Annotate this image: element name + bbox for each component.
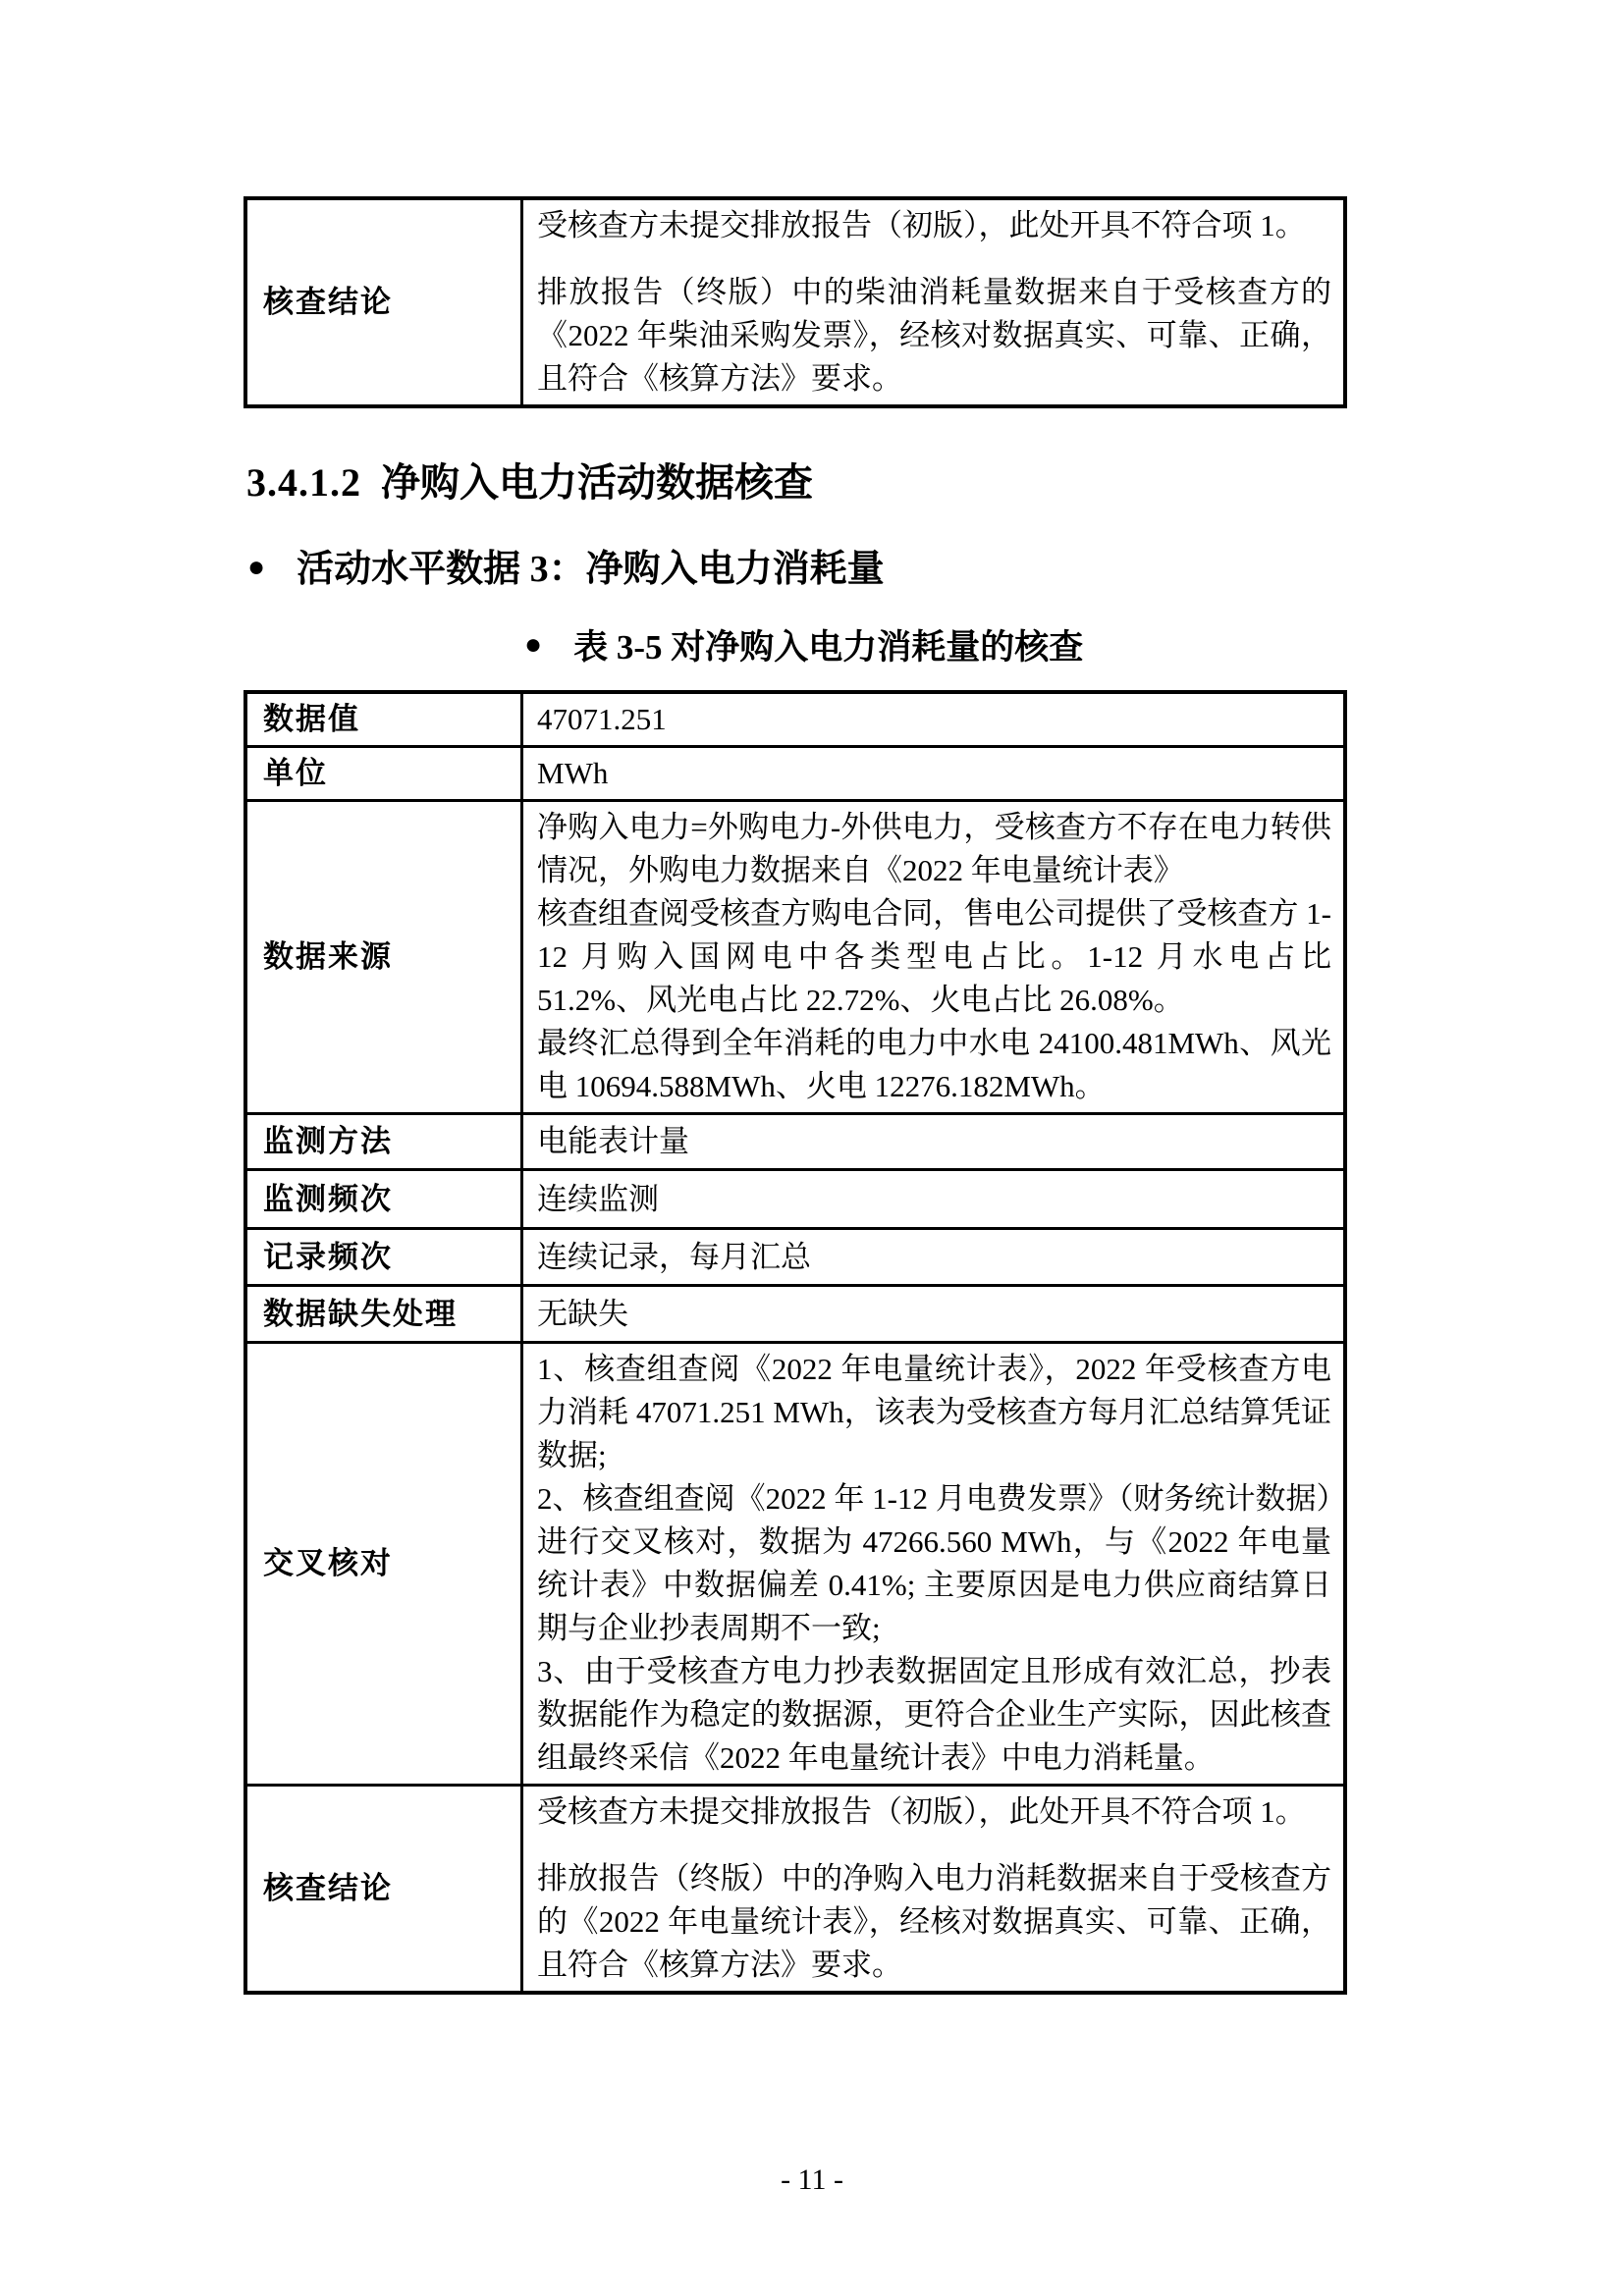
row-content: [522, 1114, 1346, 1170]
row-label-verification-conclusion: 核查结论: [245, 1786, 522, 1994]
table-row: [245, 1786, 1345, 1994]
table-row: [245, 801, 1345, 1114]
activity-data-label: 活动水平数据 3：净购入电力消耗量: [297, 549, 885, 590]
paragraph: 电能表计量: [537, 1124, 689, 1158]
table-row: [245, 1343, 1345, 1786]
row-content: [522, 1343, 1346, 1786]
table-row: [245, 1229, 1345, 1286]
table-row: [245, 1170, 1345, 1229]
row-content: [522, 692, 1346, 747]
table-caption: [524, 620, 1083, 669]
row-label-cross-check: 交叉核对: [245, 1343, 522, 1786]
paragraph: 连续记录，每月汇总: [537, 1239, 811, 1274]
paragraph: 核查组查阅受核查方购电合同，售电公司提供了受核查方 1-12 月购入国网电中各类型电占比。1-12 月水电占比 51.2%、风光电占比 22.72%、火电占比 26.08%。: [537, 896, 1331, 1017]
diesel-conclusion-table: [244, 196, 1347, 408]
table-row: [245, 692, 1345, 747]
row-content: [522, 801, 1346, 1114]
table-caption-text: 表 3-5 对净购入电力消耗量的核查: [573, 628, 1084, 667]
bullet-icon: ●: [524, 628, 543, 661]
paragraph: 无缺失: [537, 1296, 628, 1331]
activity-data-line: [247, 538, 885, 592]
row-content: [522, 198, 1346, 406]
table-row: [245, 1286, 1345, 1343]
electricity-verification-table: [244, 690, 1347, 1995]
paragraph: 净购入电力=外购电力-外供电力，受核查方不存在电力转供情况，外购电力数据来自《2022 年电量统计表》: [537, 810, 1331, 887]
section-number: 3.4.1.2: [246, 460, 361, 505]
paragraph: 排放报告（终版）中的净购入电力消耗数据来自于受核查方的《2022 年电量统计表》，经核对数据真实、可靠、正确，且符合《核算方法》要求。: [537, 1861, 1331, 1982]
table-row: [245, 747, 1345, 801]
bullet-icon: ●: [247, 551, 266, 583]
row-label-recording-frequency: 记录频次: [245, 1229, 522, 1286]
paragraph: 排放报告（终版）中的柴油消耗量数据来自于受核查方的《2022 年柴油采购发票》，经核对数据真实、可靠、正确，且符合《核算方法》要求。: [537, 275, 1331, 396]
row-content: [522, 747, 1346, 801]
table-row: [245, 1114, 1345, 1170]
row-content: [522, 1786, 1346, 1994]
row-label-data-value: 数据值: [245, 692, 522, 747]
section-title: 净购入电力活动数据核查: [381, 460, 813, 505]
paragraph: 2、核查组查阅《2022 年 1-12 月电费发票》（财务统计数据）进行交叉核对，数据为 47266.560 MWh，与《2022 年电量统计表》中数据偏差 0.41%; 主要原因是电力供应商结算日期与企业抄表周期不一致;: [537, 1481, 1331, 1645]
paragraph: MWh: [537, 756, 609, 790]
row-content: [522, 1229, 1346, 1286]
section-heading: [246, 452, 813, 507]
paragraph: 最终汇总得到全年消耗的电力中水电 24100.481MWh、风光电 10694.588MWh、火电 12276.182MWh。: [537, 1026, 1331, 1103]
paragraph: 受核查方未提交排放报告（初版），此处开具不符合项 1。: [537, 208, 1306, 242]
table-row: [245, 198, 1345, 406]
row-content: [522, 1170, 1346, 1229]
row-label-unit: 单位: [245, 747, 522, 801]
row-label-monitoring-method: 监测方法: [245, 1114, 522, 1170]
paragraph: 47071.251: [537, 702, 667, 736]
page-number: - 11 -: [781, 2163, 843, 2196]
row-content: [522, 1286, 1346, 1343]
paragraph: 3、由于受核查方电力抄表数据固定且形成有效汇总，抄表数据能作为稳定的数据源，更符合企业生产实际，因此核查组最终采信《2022 年电量统计表》中电力消耗量。: [537, 1654, 1331, 1775]
row-label-data-source: 数据来源: [245, 801, 522, 1114]
row-label-monitoring-frequency: 监测频次: [245, 1170, 522, 1229]
paragraph: 受核查方未提交排放报告（初版），此处开具不符合项 1。: [537, 1794, 1306, 1829]
paragraph: 1、核查组查阅《2022 年电量统计表》，2022 年受核查方电力消耗 47071.251 MWh，该表为受核查方每月汇总结算凭证数据;: [537, 1352, 1331, 1472]
paragraph: 连续监测: [537, 1181, 659, 1216]
row-label-missing-data-handling: 数据缺失处理: [245, 1286, 522, 1343]
row-label-verification-conclusion: 核查结论: [245, 198, 522, 406]
